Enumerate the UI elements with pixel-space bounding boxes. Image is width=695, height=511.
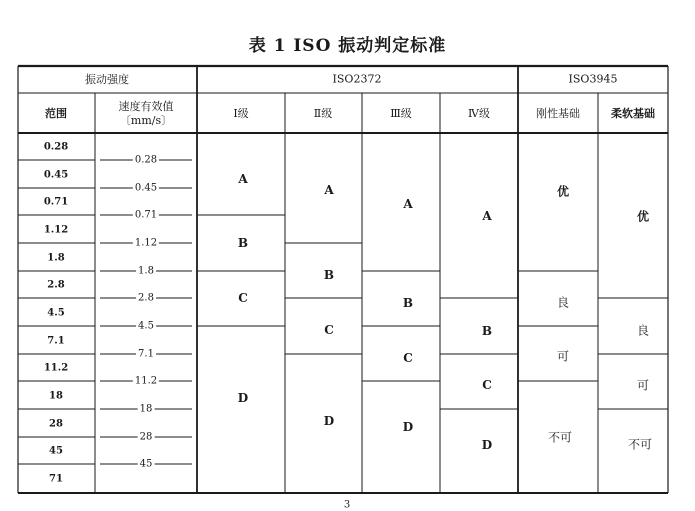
flexible-grade-cell: 可 xyxy=(636,378,650,393)
velocity-boundary: 1.8 xyxy=(138,265,154,277)
flexible-grade-cell: 不可 xyxy=(627,437,653,452)
header-class4: Ⅳ级 xyxy=(468,107,490,120)
range-value: 18 xyxy=(49,390,63,402)
range-value: 0.45 xyxy=(43,169,69,181)
velocity-boundary: 11.2 xyxy=(134,375,158,387)
rigid-grade-cell: 优 xyxy=(556,184,570,199)
page-number: 3 xyxy=(343,499,351,511)
grade-cell: D xyxy=(237,391,249,405)
grade-cell: A xyxy=(482,209,492,223)
flexible-grade-cell: 良 xyxy=(636,323,650,338)
flexible-grade-cell: 优 xyxy=(636,209,650,224)
table-title: 表 1 ISO 振动判定标准 xyxy=(248,36,447,56)
grade-cell: C xyxy=(238,291,248,305)
header-rigid: 刚性基础 xyxy=(536,107,580,120)
grade-cell: D xyxy=(323,414,335,428)
velocity-boundary: 0.71 xyxy=(134,209,158,221)
velocity-boundary: 1.12 xyxy=(134,237,158,249)
header-class2: Ⅱ级 xyxy=(313,107,333,120)
velocity-boundary: 45 xyxy=(139,458,153,470)
grade-cell: B xyxy=(481,324,493,338)
header-class1: Ⅰ级 xyxy=(233,107,249,120)
rigid-grade-cell: 不可 xyxy=(547,430,573,445)
header-iso2372: ISO2372 xyxy=(332,72,382,86)
range-value: 1.8 xyxy=(47,252,65,264)
velocity-tick-lines xyxy=(100,160,192,464)
grade-cell: C xyxy=(403,351,413,365)
grade-cell: B xyxy=(323,268,335,282)
range-value: 7.1 xyxy=(47,335,65,347)
range-value: 45 xyxy=(49,445,63,457)
range-value: 71 xyxy=(49,473,63,485)
grade-cell: D xyxy=(402,420,414,434)
header-range: 范围 xyxy=(45,107,67,120)
grade-cell: C xyxy=(324,323,334,337)
velocity-boundary: 7.1 xyxy=(138,348,154,360)
header-flexible: 柔软基础 xyxy=(611,107,655,120)
header-intensity: 振动强度 xyxy=(85,73,129,86)
range-value: 1.12 xyxy=(43,224,69,236)
class4-boundaries xyxy=(440,298,518,409)
grade-cell: A xyxy=(238,172,248,186)
header-velocity-line2: 〔mm/s〕 xyxy=(119,114,173,127)
range-value: 0.71 xyxy=(43,196,69,208)
range-value: 11.2 xyxy=(43,362,69,374)
velocity-boundary: 0.45 xyxy=(134,182,158,194)
velocity-boundary: 2.8 xyxy=(138,292,154,304)
grade-cell: B xyxy=(237,236,249,250)
header-velocity-line1: 速度有效值 xyxy=(118,100,174,113)
grade-cell: D xyxy=(481,438,493,452)
header-class3: Ⅲ级 xyxy=(390,107,412,120)
grade-cell: B xyxy=(402,296,414,310)
class3-boundaries xyxy=(362,271,440,381)
grade-cell: A xyxy=(403,197,413,211)
velocity-boundary: 18 xyxy=(139,403,153,415)
grade-cell: C xyxy=(482,378,492,392)
range-value: 0.28 xyxy=(43,141,69,153)
rigid-grade-cell: 可 xyxy=(556,349,570,364)
range-value: 4.5 xyxy=(47,307,65,319)
velocity-boundary: 4.5 xyxy=(138,320,154,332)
header-iso3945: ISO3945 xyxy=(568,72,618,86)
velocity-boundary: 28 xyxy=(139,431,153,443)
class2-boundaries xyxy=(285,243,362,354)
class1-boundaries xyxy=(197,215,285,326)
rigid-boundaries xyxy=(518,271,598,381)
velocity-boundary: 0.28 xyxy=(134,154,158,166)
flexible-boundaries xyxy=(598,298,668,409)
grade-cell: A xyxy=(324,183,334,197)
range-value: 28 xyxy=(49,418,63,430)
range-value: 2.8 xyxy=(47,279,65,291)
rigid-grade-cell: 良 xyxy=(556,295,570,310)
